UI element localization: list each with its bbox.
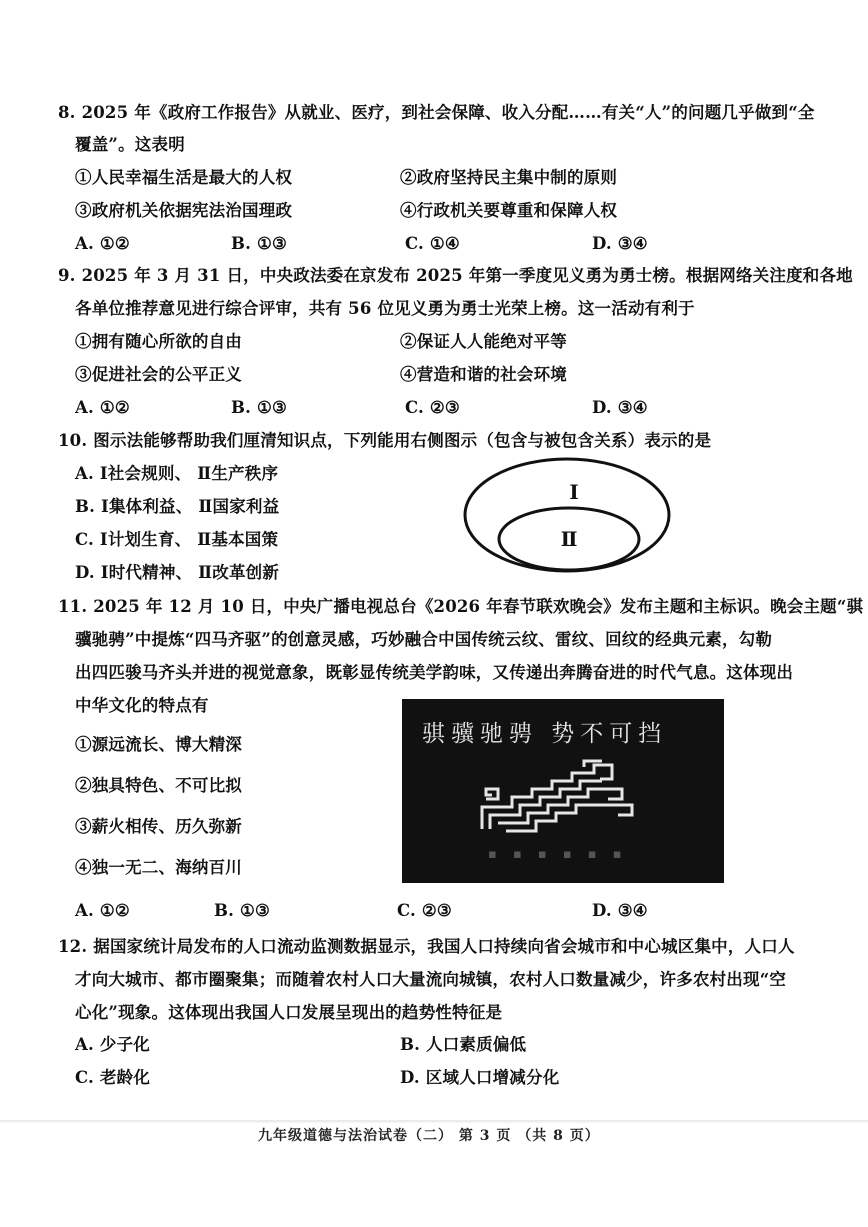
q11-answer-c: C. ②③ <box>397 901 452 920</box>
inner-label: Ⅱ <box>560 527 578 551</box>
q11-item-4: ④独一无二、海纳百川 <box>75 858 242 877</box>
q11-answer-b: B. ①③ <box>214 901 271 920</box>
q10-stem: 10. 图示法能够帮助我们厘清知识点，下列能用右侧图示（包含与被包含关系）表示的是 <box>58 431 712 450</box>
q9-answer-c: C. ②③ <box>405 398 460 417</box>
q12-option-d: D. 区域人口增减分化 <box>400 1068 560 1087</box>
q9-item-2: ②保证人人能绝对平等 <box>400 332 567 351</box>
q10-option-c: C. Ⅰ计划生育、 Ⅱ基本国策 <box>75 530 279 549</box>
q10-option-a: A. Ⅰ社会规则、 Ⅱ生产秩序 <box>75 464 279 483</box>
q11-item-2: ②独具特色、不可比拟 <box>75 776 242 795</box>
q12-stem-line2: 才向大城市、都市圈聚集；而随着农村人口大量流向城镇，农村人口数量减少，许多农村出现“空 <box>75 970 787 989</box>
four-horses-pattern <box>472 759 672 843</box>
q9-answer-a: A. ①② <box>75 398 130 417</box>
q12-stem-line1: 12. 据国家统计局发布的人口流动监测数据显示，我国人口持续向省会城市和中心城区集中，人口人 <box>58 937 795 956</box>
inclusion-diagram <box>462 455 672 577</box>
q11-stem-line4: 中华文化的特点有 <box>75 696 209 715</box>
q10-option-b: B. Ⅰ集体利益、 Ⅱ国家利益 <box>75 497 280 516</box>
q9-item-1: ①拥有随心所欲的自由 <box>75 332 242 351</box>
outer-ellipse <box>465 459 669 571</box>
footer-divider <box>0 1120 868 1123</box>
q8-item-2: ②政府坚持民主集中制的原则 <box>400 168 618 187</box>
q8-item-1: ①人民幸福生活是最大的人权 <box>75 168 293 187</box>
q8-stem-line2: 覆盖”。这表明 <box>75 135 185 154</box>
q11-stem-line2: 骥驰骋”中提炼“四马齐驱”的创意灵感，巧妙融合中国传统云纹、雷纹、回纹的经典元素，勾勒 <box>75 630 773 649</box>
q8-answer-a: A. ①② <box>75 234 130 253</box>
page-footer: 九年级道德与法治试卷（二） 第 3 页 （共 8 页） <box>258 1128 600 1144</box>
gala-logo-caption: ▪ ▪ ▪ ▪ ▪ ▪ <box>488 847 628 862</box>
q9-stem-line1: 9. 2025 年 3 月 31 日，中央政法委在京发布 2025 年第一季度见义勇为勇士榜。根据网络关注度和各地 <box>58 266 853 285</box>
q11-stem-line3: 出四匹骏马齐头并进的视觉意象，既彰显传统美学韵味，又传递出奔腾奋进的时代气息。这体现出 <box>75 663 794 682</box>
q9-item-3: ③促进社会的公平正义 <box>75 365 242 384</box>
q11-answer-d: D. ③④ <box>592 901 648 920</box>
q9-stem-line2: 各单位推荐意见进行综合评审，共有 56 位见义勇为勇士光荣上榜。这一活动有利于 <box>75 299 695 318</box>
q12-option-c: C. 老龄化 <box>75 1068 151 1087</box>
outer-label: Ⅰ <box>569 480 579 504</box>
q11-stem-line1: 11. 2025 年 12 月 10 日，中央广播电视总台《2026 年春节联欢晚会》发布主题和主标识。晚会主题“骐 <box>58 597 864 616</box>
q8-stem-line1: 8. 2025 年《政府工作报告》从就业、医疗，到社会保障、收入分配……有关“人”的问题几乎做到“全 <box>58 103 815 122</box>
q11-item-3: ③薪火相传、历久弥新 <box>75 817 242 836</box>
gala-logo-title: 骐骥驰骋 势不可挡 <box>422 721 668 747</box>
q8-item-3: ③政府机关依据宪法治国理政 <box>75 201 293 220</box>
q12-option-a: A. 少子化 <box>75 1035 150 1054</box>
q9-answer-b: B. ①③ <box>231 398 288 417</box>
gala-logo-image <box>402 699 724 883</box>
q9-item-4: ④营造和谐的社会环境 <box>400 365 567 384</box>
q8-answer-b: B. ①③ <box>231 234 288 253</box>
q8-item-4: ④行政机关要尊重和保障人权 <box>400 201 618 220</box>
q11-answer-a: A. ①② <box>75 901 130 920</box>
q10-option-d: D. Ⅰ时代精神、 Ⅱ改革创新 <box>75 563 280 582</box>
q12-stem-line3: 心化”现象。这体现出我国人口发展呈现出的趋势性特征是 <box>75 1003 503 1022</box>
q9-answer-d: D. ③④ <box>592 398 648 417</box>
q12-option-b: B. 人口素质偏低 <box>400 1035 527 1054</box>
q8-answer-c: C. ①④ <box>405 234 460 253</box>
q8-answer-d: D. ③④ <box>592 234 648 253</box>
q11-item-1: ①源远流长、博大精深 <box>75 735 242 754</box>
